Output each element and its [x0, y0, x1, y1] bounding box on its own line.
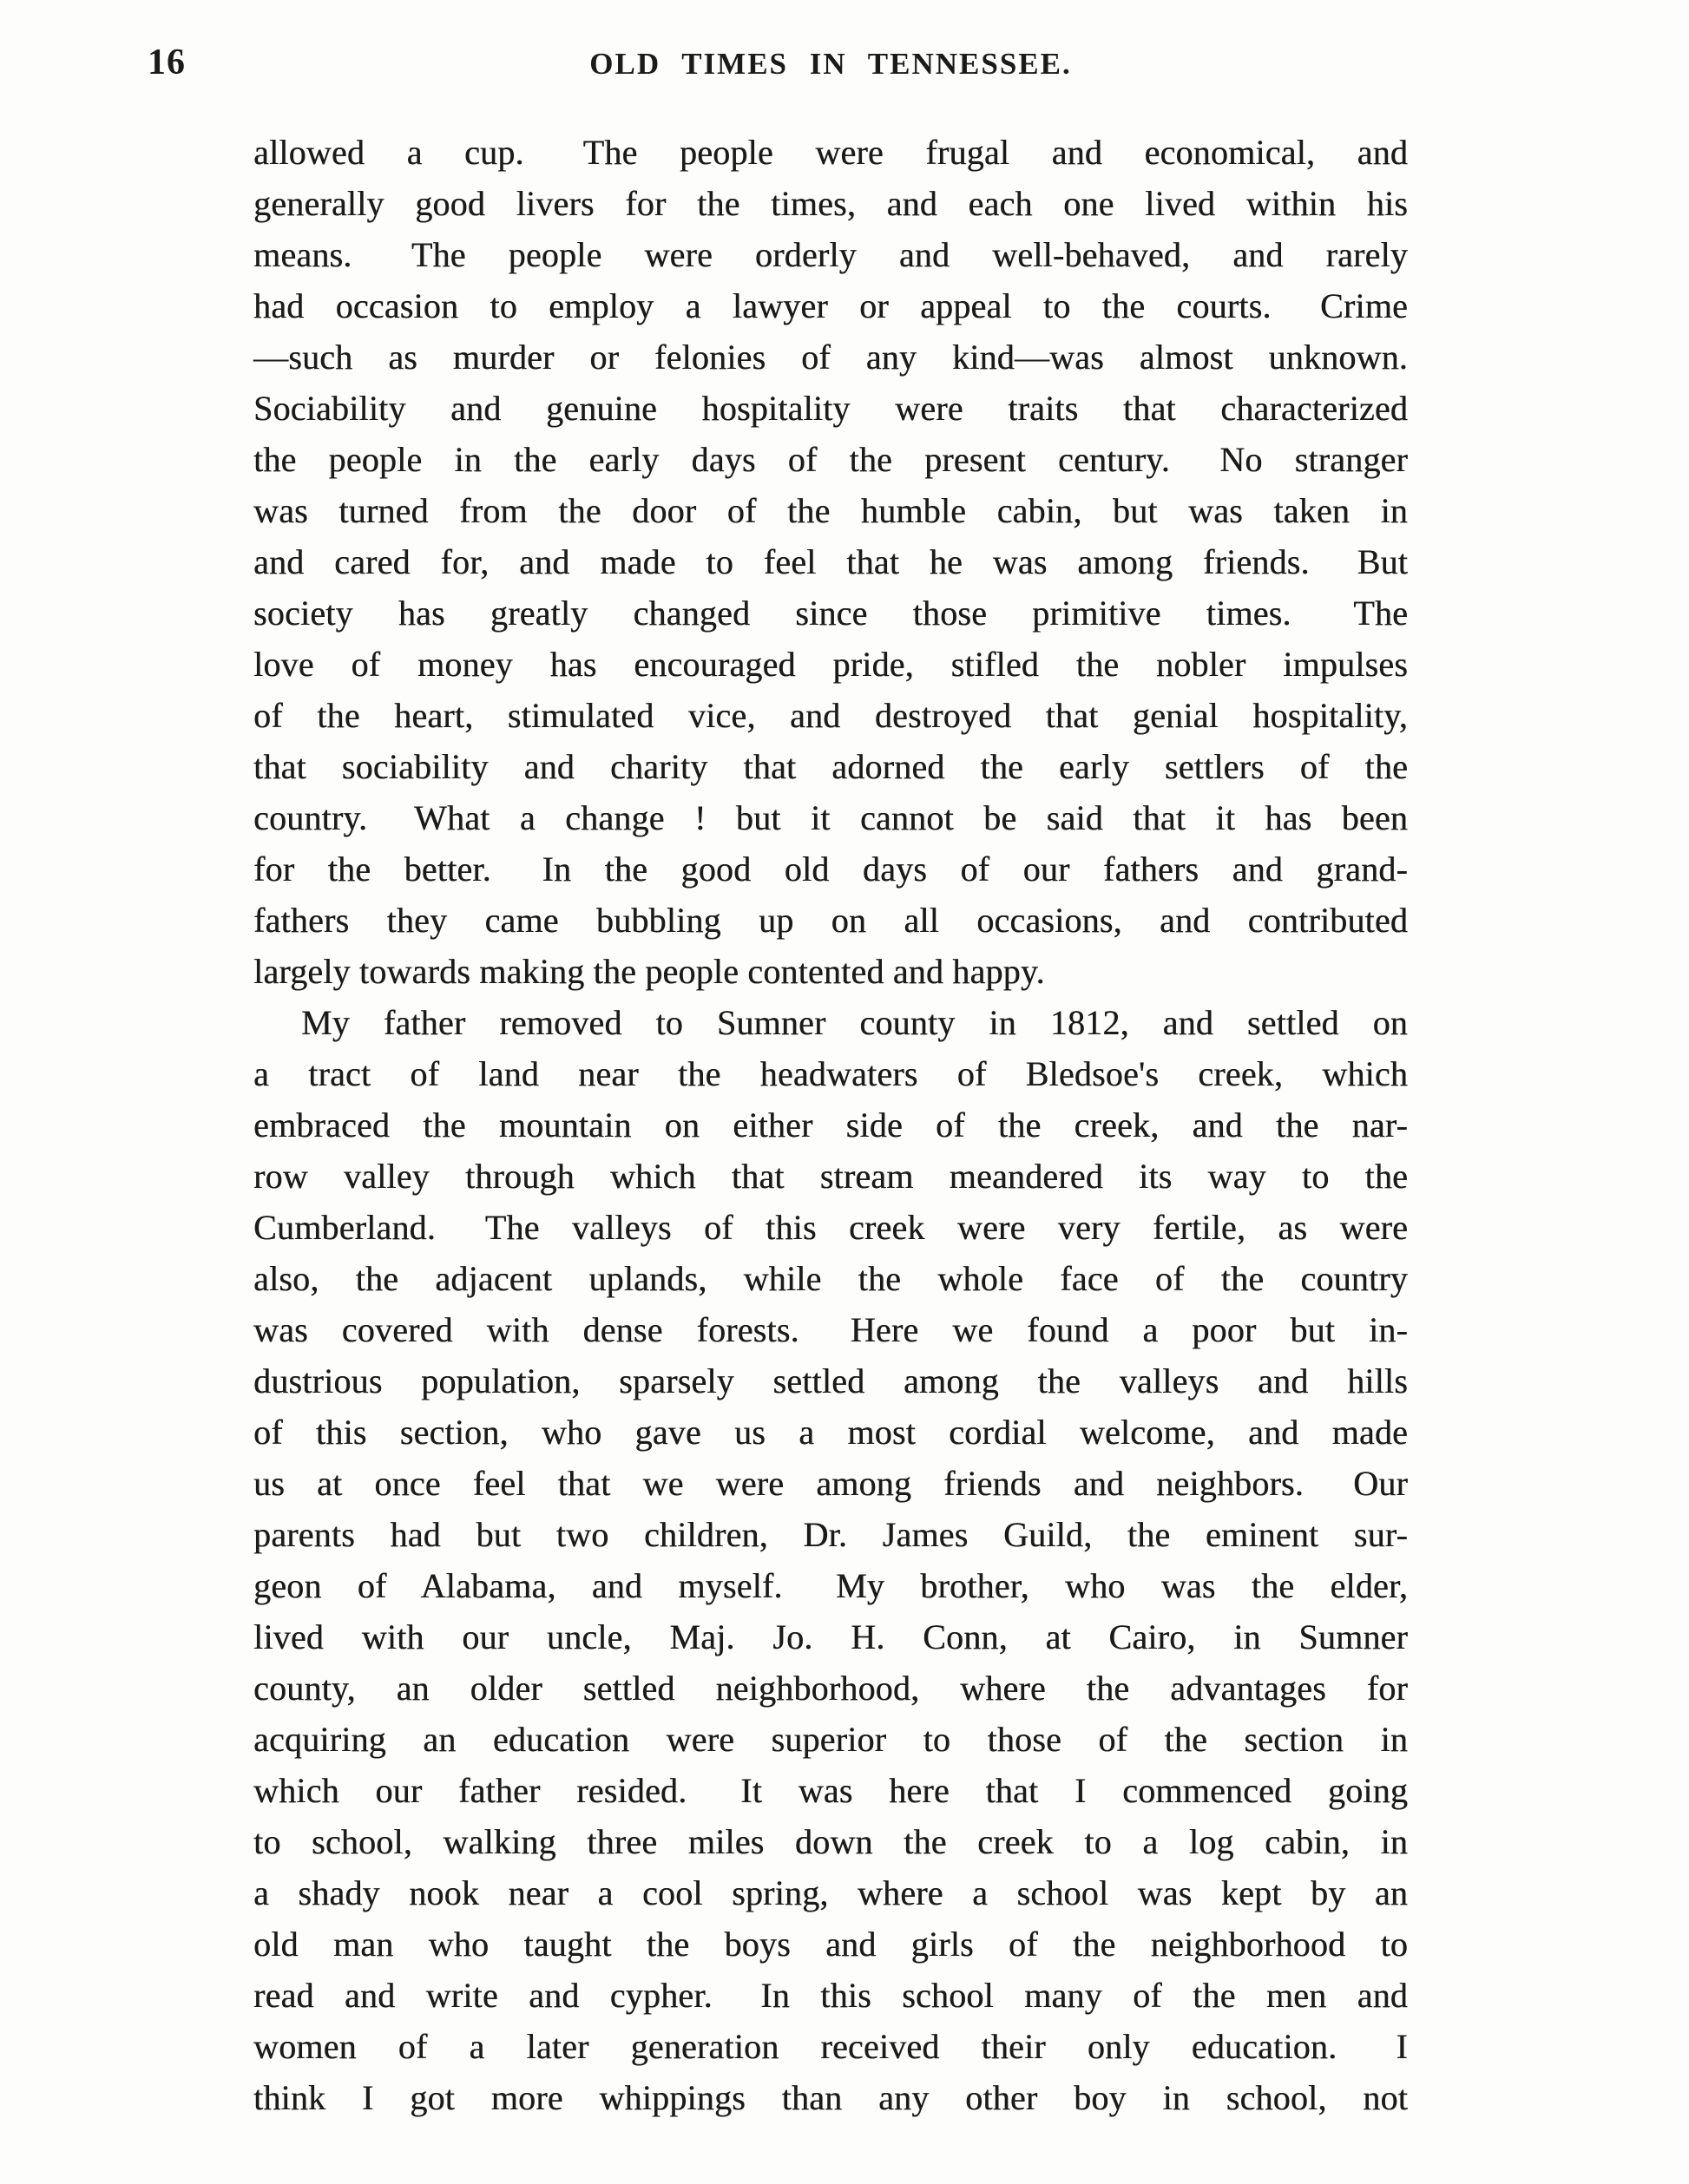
text-line: parents had but two children, Dr. James Guild, the eminent sur- — [253, 1515, 1408, 1554]
text-line: acquiring an education were superior to those of the section in — [253, 1720, 1408, 1759]
text-line: dustrious population, sparsely settled among the valleys and hills — [253, 1361, 1408, 1400]
text-line: embraced the mountain on either side of the creek, and the nar- — [253, 1105, 1408, 1144]
text-line: geon of Alabama, and myself. My brother, who was the elder, — [253, 1566, 1408, 1605]
paragraph — [253, 997, 1408, 2123]
text-line: us at once feel that we were among friends and neighbors. Our — [253, 1464, 1408, 1503]
text-line: row valley through which that stream meandered its way to the — [253, 1157, 1408, 1196]
text-line: My father removed to Sumner county in 1812, and settled on — [301, 1003, 1408, 1042]
text-line: read and write and cypher. In this school many of the men and — [253, 1976, 1408, 2015]
text-line: old man who taught the boys and girls of the neighborhood to — [253, 1925, 1408, 1964]
text-line: of the heart, stimulated vice, and destroyed that genial hospitality, — [253, 696, 1408, 735]
text-line: which our father resided. It was here that I commenced going — [253, 1771, 1408, 1810]
text-line: of this section, who gave us a most cordial welcome, and made — [253, 1413, 1408, 1452]
text-line: fathers they came bubbling up on all occasions, and contributed — [253, 901, 1408, 940]
text-line: think I got more whippings than any other boy in school, not — [253, 2078, 1408, 2117]
text-line: —such as murder or felonies of any kind—was almost unknown. — [253, 338, 1408, 377]
paragraph — [253, 127, 1408, 997]
text-line: the people in the early days of the present century. No stranger — [253, 440, 1408, 479]
text-line: women of a later generation received their only education. I — [253, 2027, 1408, 2066]
text-line: country. What a change ! but it cannot be said that it has been — [253, 798, 1408, 837]
text-line: generally good livers for the times, and each one lived within his — [253, 184, 1408, 223]
text-line: a shady nook near a cool spring, where a school was kept by an — [253, 1873, 1408, 1912]
text-line: means. The people were orderly and well-behaved, and rarely — [253, 235, 1408, 274]
text-line: also, the adjacent uplands, while the whole face of the country — [253, 1259, 1408, 1298]
text-line: had occasion to employ a lawyer or appeal to the courts. Crime — [253, 286, 1408, 325]
text-line: allowed a cup. The people were frugal and economical, and — [253, 133, 1408, 172]
text-line: love of money has encouraged pride, stifled the nobler impulses — [253, 645, 1408, 684]
text-line: a tract of land near the headwaters of Bledsoe's creek, which — [253, 1054, 1408, 1093]
text-line: was turned from the door of the humble cabin, but was taken in — [253, 491, 1408, 530]
page-number: 16 — [148, 43, 186, 82]
text-line: and cared for, and made to feel that he was among friends. But — [253, 542, 1408, 581]
text-line: Cumberland. The valleys of this creek were very fertile, as were — [253, 1208, 1408, 1247]
text-line: was covered with dense forests. Here we found a poor but in- — [253, 1310, 1408, 1349]
text-line: for the better. In the good old days of our fathers and grand- — [253, 849, 1408, 889]
text-line: county, an older settled neighborhood, where the advantages for — [253, 1669, 1408, 1708]
body-text — [253, 127, 1408, 2123]
text-line: society has greatly changed since those primitive times. The — [253, 594, 1408, 633]
text-line: that sociability and charity that adorned the early settlers of the — [253, 747, 1408, 786]
text-line: largely towards making the people contented and happy. — [253, 952, 1045, 991]
text-line: Sociability and genuine hospitality were traits that characterized — [253, 389, 1408, 428]
text-line: to school, walking three miles down the creek to a log cabin, in — [253, 1822, 1408, 1861]
text-line: lived with our uncle, Maj. Jo. H. Conn, at Cairo, in Sumner — [253, 1617, 1408, 1656]
running-header: OLD TIMES IN TENNESSEE. — [589, 47, 1072, 81]
